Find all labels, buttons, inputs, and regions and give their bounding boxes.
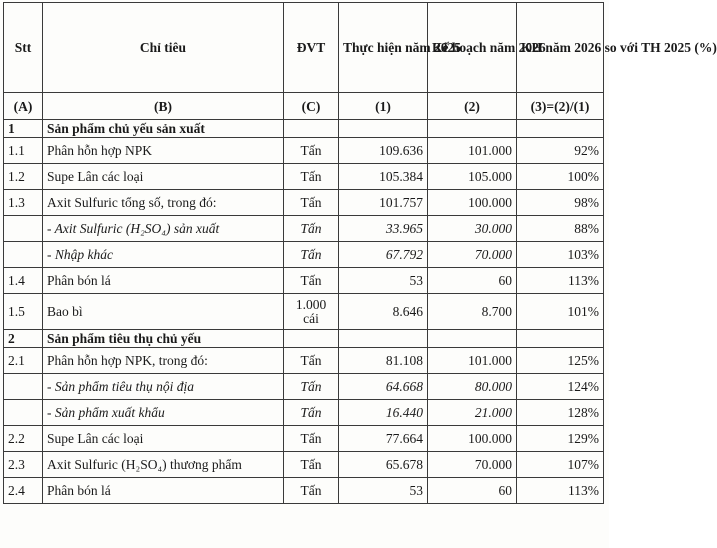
table-row bbox=[4, 138, 604, 164]
row-actual: 16.440 bbox=[339, 400, 428, 426]
row-name: - Sản phẩm tiêu thụ nội địa bbox=[43, 374, 284, 400]
row-stt: 2.4 bbox=[4, 478, 43, 504]
row-actual: 64.668 bbox=[339, 374, 428, 400]
row-name: Phân hỗn hợp NPK, trong đó: bbox=[43, 348, 284, 374]
row-plan: 101.000 bbox=[428, 138, 517, 164]
column-code-row bbox=[4, 93, 604, 120]
row-stt bbox=[4, 216, 43, 242]
row-unit: Tấn bbox=[284, 400, 339, 426]
header-row bbox=[4, 3, 604, 93]
row-ratio: 101% bbox=[517, 294, 604, 330]
row-actual: 53 bbox=[339, 478, 428, 504]
code-dvt: (C) bbox=[284, 93, 339, 120]
row-stt bbox=[4, 374, 43, 400]
row-ratio: 125% bbox=[517, 348, 604, 374]
row-ratio: 107% bbox=[517, 452, 604, 478]
row-plan: 101.000 bbox=[428, 348, 517, 374]
row-unit: Tấn bbox=[284, 452, 339, 478]
row-stt: 2.2 bbox=[4, 426, 43, 452]
row-actual: 81.108 bbox=[339, 348, 428, 374]
row-name: Phân bón lá bbox=[43, 478, 284, 504]
row-stt: 1.5 bbox=[4, 294, 43, 330]
table-row bbox=[4, 452, 604, 478]
section-row bbox=[4, 330, 604, 348]
row-plan: 100.000 bbox=[428, 190, 517, 216]
header-chi-tieu: Chỉ tiêu bbox=[43, 3, 284, 93]
row-name: Bao bì bbox=[43, 294, 284, 330]
row-actual: 77.664 bbox=[339, 426, 428, 452]
code-thuc-hien: (1) bbox=[339, 93, 428, 120]
header-dvt: ĐVT bbox=[284, 3, 339, 93]
row-actual: 105.384 bbox=[339, 164, 428, 190]
header-ke-hoach: Kế hoạch năm 2026 bbox=[428, 3, 517, 93]
row-ratio: 129% bbox=[517, 426, 604, 452]
production-plan-table bbox=[3, 2, 717, 504]
row-actual: 53 bbox=[339, 268, 428, 294]
code-ke-hoach: (2) bbox=[428, 93, 517, 120]
header-thuc-hien: Thực hiện năm 2025 bbox=[339, 3, 428, 93]
row-ratio: 88% bbox=[517, 216, 604, 242]
code-chi-tieu: (B) bbox=[43, 93, 284, 120]
row-stt: 2.1 bbox=[4, 348, 43, 374]
section-title: Sản phẩm tiêu thụ chủ yếu bbox=[43, 330, 284, 348]
section-empty-cell bbox=[339, 330, 428, 348]
row-unit: 1.000 cái bbox=[284, 294, 339, 330]
row-unit: Tấn bbox=[284, 190, 339, 216]
row-stt bbox=[4, 400, 43, 426]
row-unit: Tấn bbox=[284, 426, 339, 452]
row-ratio: 98% bbox=[517, 190, 604, 216]
section-empty-cell bbox=[517, 120, 604, 138]
table-row bbox=[4, 478, 604, 504]
section-empty-cell bbox=[428, 120, 517, 138]
row-name: - Axit Sulfuric (H₂SO₄) sản xuất bbox=[43, 216, 284, 242]
row-ratio: 92% bbox=[517, 138, 604, 164]
code-ratio: (3)=(2)/(1) bbox=[517, 93, 604, 120]
table-row bbox=[4, 348, 604, 374]
section-empty-cell bbox=[517, 330, 604, 348]
row-plan: 60 bbox=[428, 268, 517, 294]
table-row bbox=[4, 242, 604, 268]
row-unit: Tấn bbox=[284, 242, 339, 268]
table-row bbox=[4, 374, 604, 400]
row-ratio: 124% bbox=[517, 374, 604, 400]
row-ratio: 128% bbox=[517, 400, 604, 426]
row-unit: Tấn bbox=[284, 138, 339, 164]
row-ratio: 100% bbox=[517, 164, 604, 190]
section-stt: 2 bbox=[4, 330, 43, 348]
row-plan: 30.000 bbox=[428, 216, 517, 242]
row-actual: 8.646 bbox=[339, 294, 428, 330]
code-stt: (A) bbox=[4, 93, 43, 120]
row-stt: 1.1 bbox=[4, 138, 43, 164]
row-plan: 100.000 bbox=[428, 426, 517, 452]
row-unit: Tấn bbox=[284, 478, 339, 504]
row-actual: 33.965 bbox=[339, 216, 428, 242]
row-ratio: 103% bbox=[517, 242, 604, 268]
row-name: Supe Lân các loại bbox=[43, 164, 284, 190]
row-stt: 1.3 bbox=[4, 190, 43, 216]
row-plan: 70.000 bbox=[428, 242, 517, 268]
table-row bbox=[4, 400, 604, 426]
row-plan: 105.000 bbox=[428, 164, 517, 190]
table-row bbox=[4, 190, 604, 216]
section-empty-cell bbox=[284, 330, 339, 348]
row-name: Axit Sulfuric (H₂SO₄) thương phẩm bbox=[43, 452, 284, 478]
row-actual: 65.678 bbox=[339, 452, 428, 478]
table-row bbox=[4, 164, 604, 190]
section-stt: 1 bbox=[4, 120, 43, 138]
header-stt: Stt bbox=[4, 3, 43, 93]
row-plan: 21.000 bbox=[428, 400, 517, 426]
row-ratio: 113% bbox=[517, 268, 604, 294]
section-row bbox=[4, 120, 604, 138]
row-unit: Tấn bbox=[284, 268, 339, 294]
row-unit: Tấn bbox=[284, 348, 339, 374]
row-plan: 70.000 bbox=[428, 452, 517, 478]
row-stt: 1.2 bbox=[4, 164, 43, 190]
row-plan: 60 bbox=[428, 478, 517, 504]
row-name: Phân bón lá bbox=[43, 268, 284, 294]
row-stt: 2.3 bbox=[4, 452, 43, 478]
table-row bbox=[4, 268, 604, 294]
row-name: Axit Sulfuric tổng số, trong đó: bbox=[43, 190, 284, 216]
section-empty-cell bbox=[428, 330, 517, 348]
section-title: Sản phẩm chủ yếu sản xuất bbox=[43, 120, 284, 138]
table-body bbox=[4, 120, 604, 504]
section-empty-cell bbox=[339, 120, 428, 138]
row-unit: Tấn bbox=[284, 216, 339, 242]
table-row bbox=[4, 426, 604, 452]
row-stt: 1.4 bbox=[4, 268, 43, 294]
row-name: - Sản phẩm xuất khẩu bbox=[43, 400, 284, 426]
row-actual: 67.792 bbox=[339, 242, 428, 268]
row-plan: 80.000 bbox=[428, 374, 517, 400]
table-row bbox=[4, 294, 604, 330]
row-name: Supe Lân các loại bbox=[43, 426, 284, 452]
row-stt bbox=[4, 242, 43, 268]
row-actual: 109.636 bbox=[339, 138, 428, 164]
row-unit: Tấn bbox=[284, 164, 339, 190]
row-plan: 8.700 bbox=[428, 294, 517, 330]
row-name: Phân hỗn hợp NPK bbox=[43, 138, 284, 164]
section-empty-cell bbox=[284, 120, 339, 138]
row-ratio: 113% bbox=[517, 478, 604, 504]
row-name: - Nhập khác bbox=[43, 242, 284, 268]
header-ratio: KH năm 2026 so với TH 2025 (%) bbox=[517, 3, 604, 93]
row-unit: Tấn bbox=[284, 374, 339, 400]
row-actual: 101.757 bbox=[339, 190, 428, 216]
table-row bbox=[4, 216, 604, 242]
